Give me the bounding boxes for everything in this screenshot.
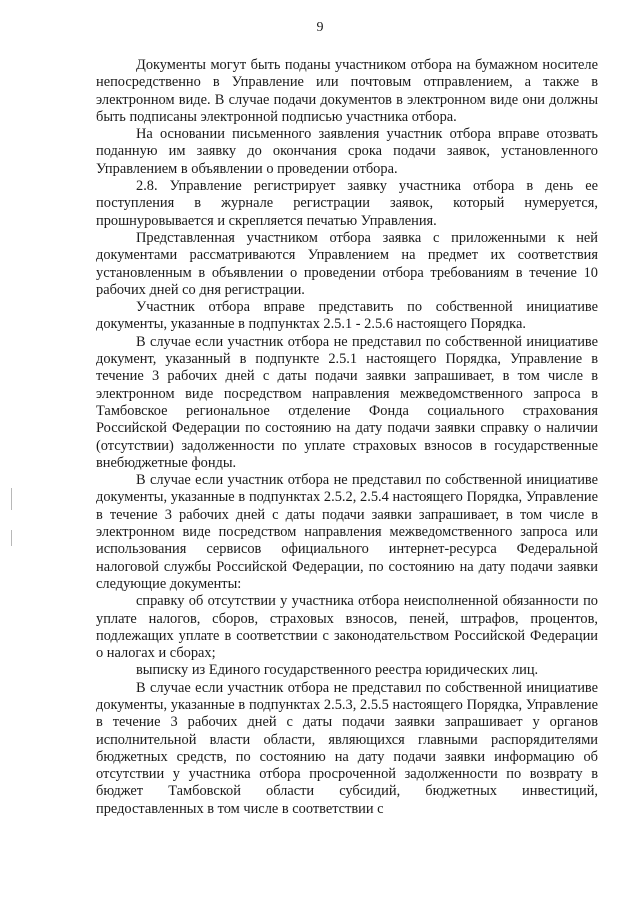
- paragraph: Представленная участником отбора заявка с приложенными к ней документами рассматриваются Управлением на предмет их соответствия установленным в объявлении о проведении отбора требованиям в течение 10 рабочих дней со дня регистрации.: [96, 229, 598, 298]
- paragraph: справку об отсутствии у участника отбора неисполненной обязанности по уплате налогов, сборов, страховых взносов, пеней, штрафов, процентов, подлежащих уплате в соответствии с законодательством Российской Федерации о налогах и сборах;: [96, 593, 598, 662]
- paragraph: В случае если участник отбора не представил по собственной инициативе документы, указанные в подпунктах 2.5.3, 2.5.5 настоящего Порядка, Управление в течение 3 рабочих дней с даты подачи заявки запрашивает у органов исполнительной власти области, являющихся главными распорядителями бюджетных средств, по состоянию на дату подачи заявки информацию об отсутствии у участника отбора просроченной задолженности по возврату в бюджет Тамбовской области субсидий, бюджетных инвестиций, предоставленных в том числе в соответствии с: [96, 679, 598, 817]
- paragraph: В случае если участник отбора не представил по собственной инициативе документы, указанные в подпунктах 2.5.2, 2.5.4 настоящего Порядка, Управление в течение 3 рабочих дней с даты подачи заявки запрашивает, в том числе в электронном виде посредством направления межведомственного запроса или использования сервисов официального интернет-ресурса Федеральной налоговой службы Российской Федерации, по состоянию на дату подачи заявки следующие документы:: [96, 472, 598, 592]
- paragraph: Документы могут быть поданы участником отбора на бумажном носителе непосредственно в Управление или почтовым отправлением, а также в электронном виде. В случае подачи документов в электронном виде они должны быть подписаны электронной подписью участника отбора.: [96, 57, 598, 125]
- page-number: 9: [316, 20, 324, 35]
- document-body: [96, 57, 598, 818]
- paragraph: В случае если участник отбора не представил по собственной инициативе документ, указанный в подпункте 2.5.1 настоящего Порядка, Управление в течение 3 рабочих дней с даты подачи заявки запрашивает, в том числе в электронном виде посредством направления межведомственного запроса в Тамбовское региональное отделение Фонда социального страхования Российской Федерации по состоянию на дату подачи заявки справку о наличии (отсутствии) задолженности по уплате страховых взносов в государственные внебюджетные фонды.: [96, 333, 598, 471]
- paragraph: 2.8. Управление регистрирует заявку участника отбора в день ее поступления в журнале регистрации заявок, который нумеруется, прошнуровывается и скрепляется печатью Управления.: [96, 178, 598, 229]
- paragraph: Участник отбора вправе представить по собственной инициативе документы, указанные в подпунктах 2.5.1 - 2.5.6 настоящего Порядка.: [96, 299, 598, 333]
- paragraph: На основании письменного заявления участник отбора вправе отозвать поданную им заявку до окончания срока подачи заявок, установленного Управлением в объявлении о проведении отбора.: [96, 126, 598, 177]
- paragraph: выписку из Единого государственного реестра юридических лиц.: [136, 662, 539, 679]
- scan-margin-mark: [11, 530, 12, 546]
- scan-margin-mark: [11, 488, 12, 510]
